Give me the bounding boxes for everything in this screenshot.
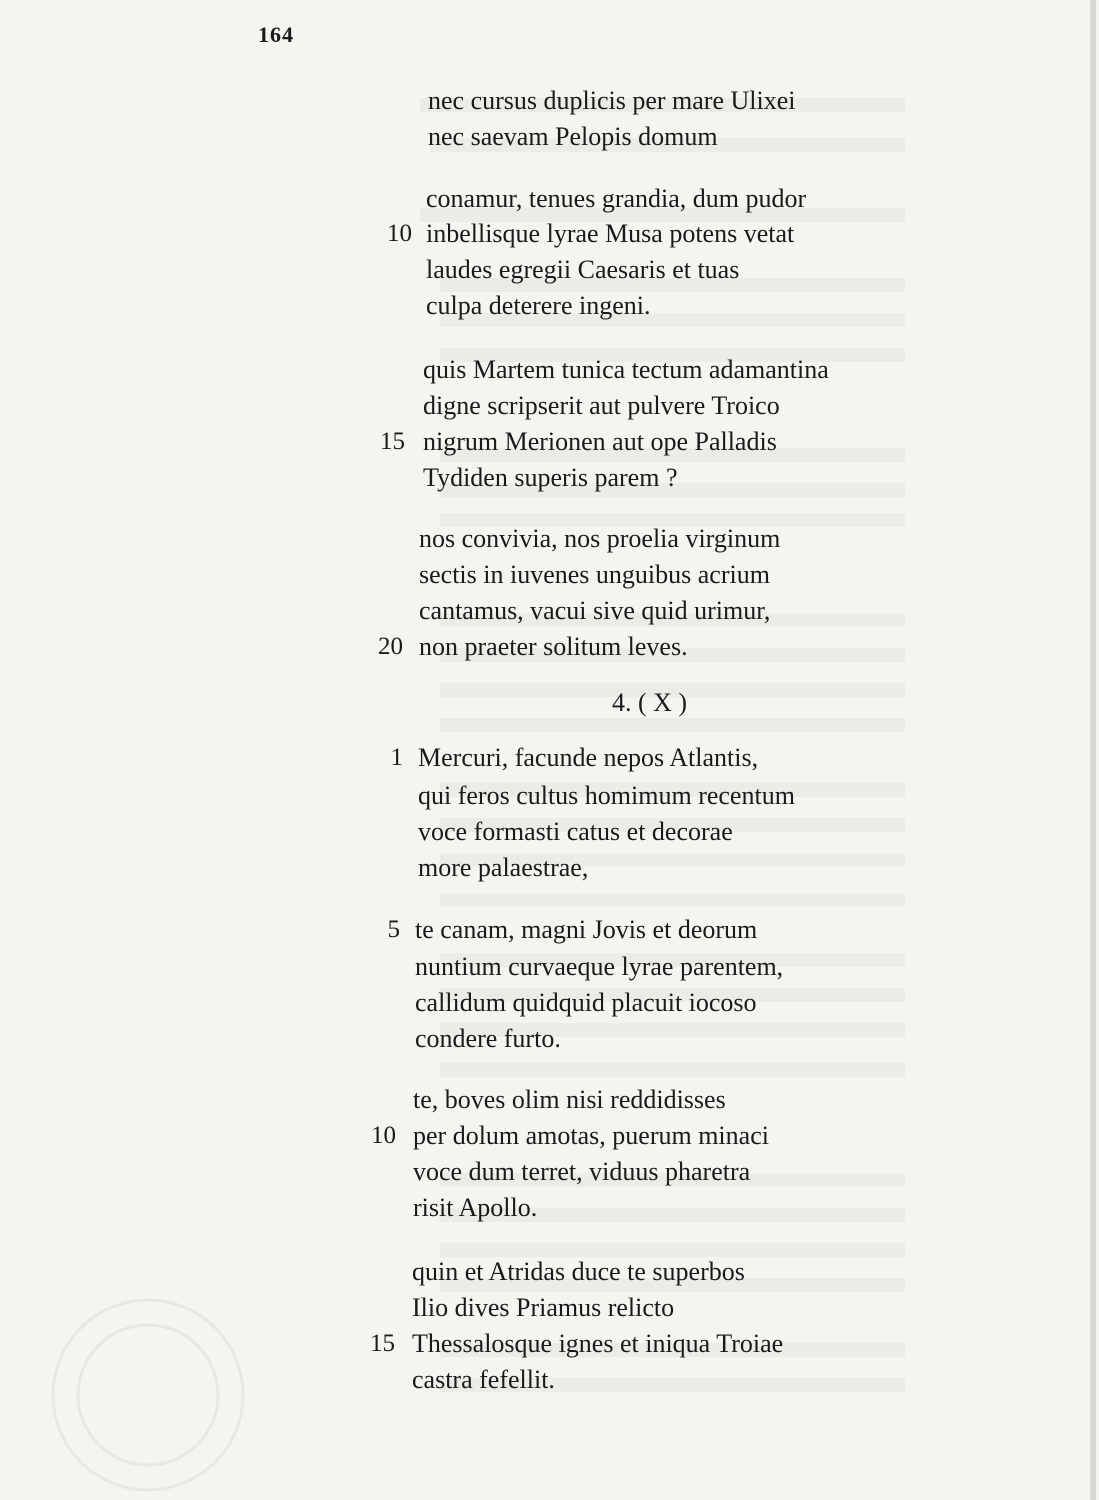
line-number: 15 <box>370 1330 395 1357</box>
line-number: 15 <box>380 428 405 455</box>
verse-line: inbellisque lyrae Musa potens vetat <box>426 219 795 248</box>
line-number: 10 <box>371 1122 396 1149</box>
verse-line: Mercuri, facunde nepos Atlantis, <box>418 743 759 772</box>
verse-line: qui feros cultus homimum recentum <box>418 781 795 810</box>
line-number: 5 <box>387 916 400 943</box>
verse-line: te canam, magni Jovis et deorum <box>415 915 758 944</box>
verse-line: more palaestrae, <box>418 853 589 882</box>
verse-line: non praeter solitum leves. <box>419 632 688 661</box>
line-number: 10 <box>387 220 412 247</box>
verse-line: Tydiden superis parem ? <box>423 463 678 492</box>
line-number: 1 <box>390 744 403 771</box>
verse-line: cantamus, vacui sive quid urimur, <box>419 596 771 625</box>
verse-line: voce formasti catus et decorae <box>418 817 733 846</box>
verse-line: nec cursus duplicis per mare Ulixei <box>428 86 796 115</box>
verse-line: quis Martem tunica tectum adamantina <box>423 355 829 384</box>
ode-heading: 4. ( X ) <box>612 688 688 717</box>
line-number: 20 <box>378 633 403 660</box>
verse-line: nigrum Merionen aut ope Palladis <box>423 427 777 456</box>
verse-line: digne scripserit aut pulvere Troico <box>423 391 780 420</box>
verse-line: condere furto. <box>415 1024 561 1053</box>
verse-line: nuntium curvaeque lyrae parentem, <box>415 952 784 981</box>
verse-line: Ilio dives Priamus relicto <box>412 1293 675 1322</box>
page-number: 164 <box>258 22 294 47</box>
verse-line: nec saevam Pelopis domum <box>428 122 718 151</box>
verse-line: voce dum terret, viduus pharetra <box>413 1157 751 1186</box>
verse-line: culpa deterere ingeni. <box>426 291 651 320</box>
verse-line: sectis in iuvenes unguibus acrium <box>419 560 770 589</box>
verse-line: conamur, tenues grandia, dum pudor <box>426 184 807 213</box>
verse-line: per dolum amotas, puerum minaci <box>413 1121 769 1150</box>
verse-line: callidum quidquid placuit iocoso <box>415 988 757 1017</box>
verse-line: risit Apollo. <box>413 1193 538 1222</box>
verse-line: Thessalosque ignes et iniqua Troiae <box>412 1329 784 1358</box>
verse-line: castra fefellit. <box>412 1365 555 1394</box>
verse-line: quin et Atridas duce te superbos <box>412 1257 745 1286</box>
verse-line: laudes egregii Caesaris et tuas <box>426 255 740 284</box>
verse-line: nos convivia, nos proelia virginum <box>419 524 781 553</box>
verse-line: te, boves olim nisi reddidisses <box>413 1085 726 1114</box>
